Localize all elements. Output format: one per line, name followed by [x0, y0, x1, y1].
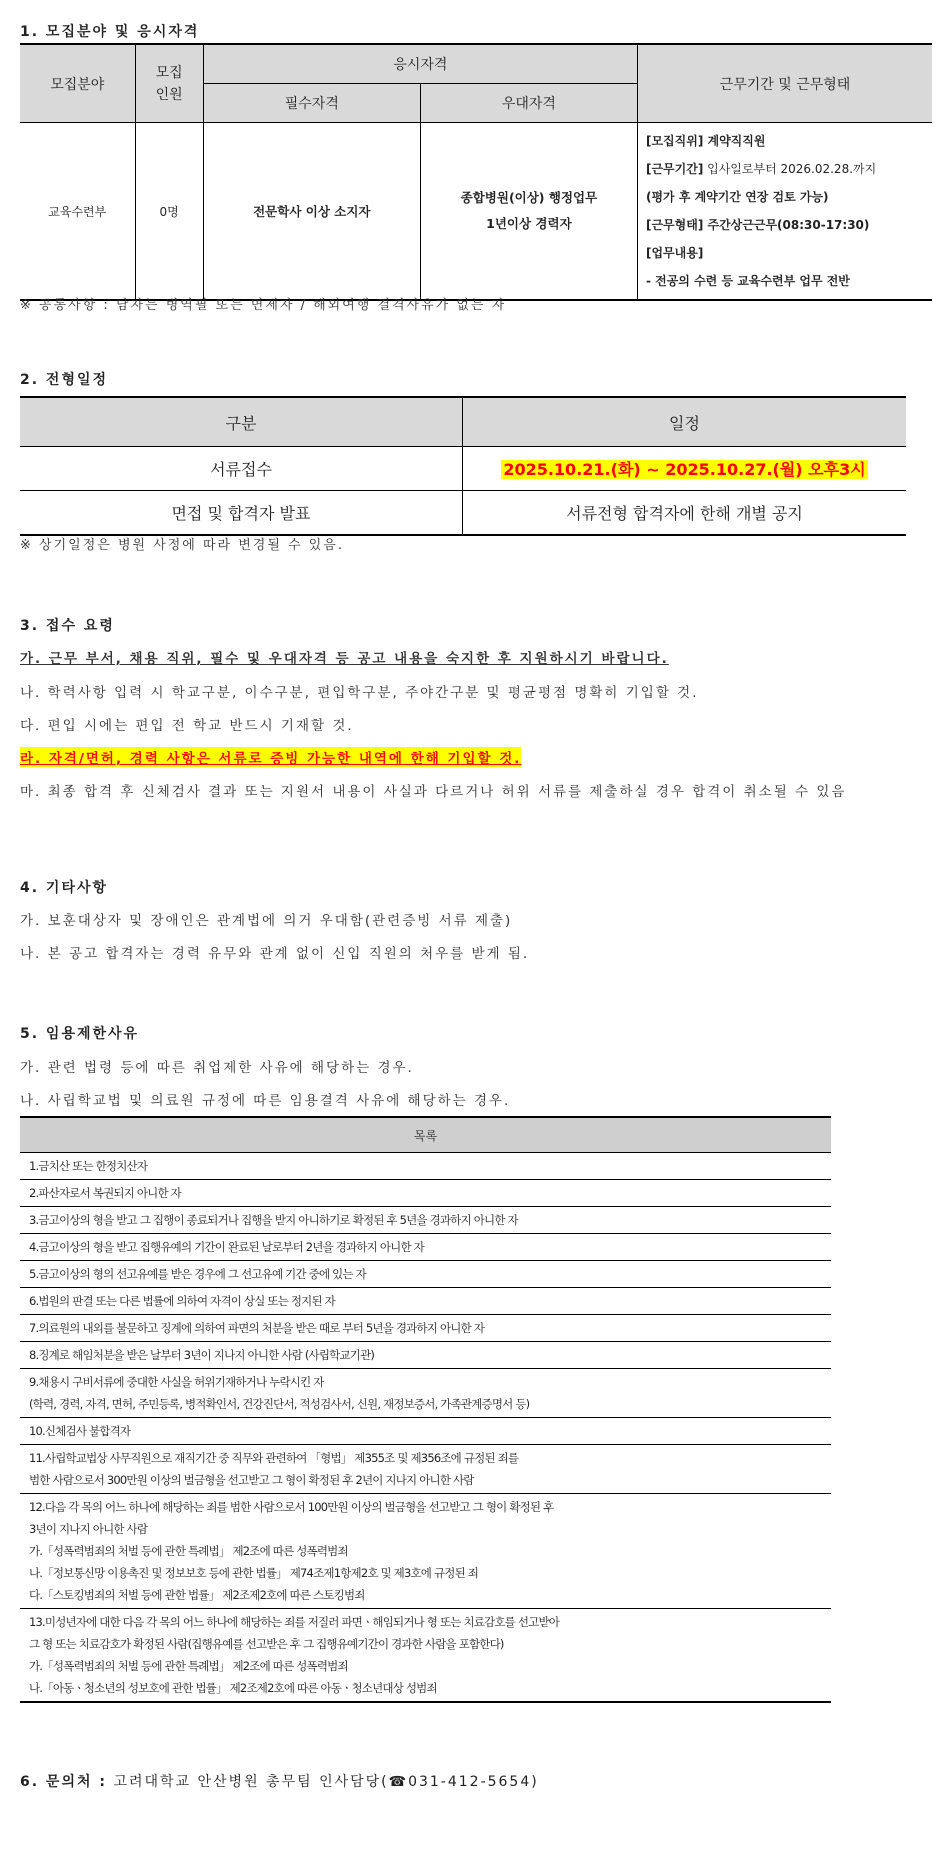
c4-label: [근무형태] [645, 218, 704, 232]
table-line: 5.금고이상의 형의 선고유예를 받은 경우에 그 선고유예 기간 중에 있는 자 [29, 1267, 366, 1281]
table-line: 4.금고이상의 형을 받고 집행유예의 기간이 완료된 날로부터 2년을 경과하지 아니한 자 [29, 1240, 424, 1254]
s4-item-2: 나. 본 공고 합격자는 경력 유무와 관계 없이 신입 직원의 처우를 받게 됨. [20, 946, 530, 962]
table-row [20, 1494, 831, 1609]
section6-heading: 6. 문의처 : [20, 1774, 107, 1790]
table-line: 3년이 지나지 아니한 사람 [29, 1522, 148, 1536]
c3: (평가 후 계약기간 연장 검토 가능) [645, 190, 829, 204]
table-line: (학력, 경력, 자격, 면허, 주민등록, 병적확인서, 건강진단서, 적성검사서, 신원, 재정보증서, 가족관계증명서 등) [29, 1397, 530, 1411]
table-line: 11.사립학교법상 사무직원으로 재직기간 중 직무와 관련하여 「형법」 제355조 및 제356조에 규정된 죄를 [29, 1451, 519, 1465]
table-row [20, 1234, 831, 1261]
table-line: 8.징계로 해임처분을 받은 날부터 3년이 지나지 아니한 사람 (사립학교기관) [29, 1348, 375, 1362]
table-line: 1.금치산 또는 한정치산자 [29, 1159, 148, 1173]
table-cell [20, 1445, 831, 1494]
table-line: 가.「성폭력범죄의 처벌 등에 관한 특례법」 제2조에 따른 성폭력범죄 [29, 1544, 348, 1558]
table-row [20, 1180, 831, 1207]
schedule-table [20, 396, 906, 536]
table-cell [20, 1369, 831, 1418]
header-qual: 응시자격 [203, 44, 637, 84]
s4-item-1: 가. 보훈대상자 및 장애인은 관계법에 의거 우대함(관련증빙 서류 제출) [20, 913, 513, 929]
header-count: 모집 인원 [135, 44, 203, 123]
table-cell [20, 1315, 831, 1342]
table-cell [20, 1234, 831, 1261]
table-line: 7.의료원의 내외를 불문하고 징계에 의하여 파면의 처분을 받은 때로 부터 5년을 경과하지 아니한 자 [29, 1321, 485, 1335]
c4-value: 주간상근근무(08:30-17:30) [703, 218, 870, 232]
table-row [20, 1261, 831, 1288]
table-row [20, 1342, 831, 1369]
table-row [20, 1445, 831, 1494]
row1-date: 2025.10.21.(화) ~ 2025.10.27.(월) 오후3시 [503, 460, 866, 479]
cell-field: 교육수련부 [20, 123, 135, 301]
cell-conditions [637, 123, 932, 301]
table-line: 6.법원의 판결 또는 다른 법률에 의하여 자격이 상실 또는 정지된 자 [29, 1294, 335, 1308]
table-line: 10.신체검사 불합격자 [29, 1424, 131, 1438]
table-cell [20, 1261, 831, 1288]
c2-value: 입사일로부터 2026.02.28.까지 [703, 162, 877, 176]
table-line: 범한 사람으로서 300만원 이상의 벌금형을 선고받고 그 형이 확정된 후 2년이 지나지 아니한 사람 [29, 1473, 474, 1487]
table-row [20, 1315, 831, 1342]
section5-heading: 5. 임용제한사유 [20, 1026, 140, 1042]
table-line: 나.「아동ㆍ청소년의 성보호에 관한 법률」 제2조제2호에 따른 아동ㆍ청소년대상 성범죄 [29, 1681, 437, 1695]
header-date: 일정 [463, 397, 907, 447]
table-line: 12.다음 각 목의 어느 하나에 해당하는 죄를 범한 사람으로서 100만원 이상의 벌금형을 선고받고 그 형이 확정된 후 [29, 1500, 554, 1514]
table-line: 2.파산자로서 복권되지 아니한 자 [29, 1186, 181, 1200]
table-cell [20, 1609, 831, 1703]
cell-preferred: 종합병원(이상) 행정업무 1년이상 경력자 [420, 123, 637, 301]
cell-required: 전문학사 이상 소지자 [203, 123, 420, 301]
s3-item-5: 마. 최종 합격 후 신체검사 결과 또는 지원서 내용이 사실과 다르거나 허위 서류를 제출하실 경우 합격이 취소될 수 있음 [20, 784, 847, 800]
table-cell [20, 1180, 831, 1207]
contact-line [20, 1771, 539, 1791]
recruit-table [20, 43, 932, 301]
table-row [20, 1609, 831, 1703]
section2-note: ※ 상기일정은 병원 사정에 따라 변경될 수 있음. [20, 538, 344, 553]
s5-item-1: 가. 관련 법령 등에 따른 취업제한 사유에 해당하는 경우. [20, 1060, 414, 1076]
section4-heading: 4. 기타사항 [20, 880, 109, 896]
table-line: 가.「성폭력범죄의 처벌 등에 관한 특례법」 제2조에 따른 성폭력범죄 [29, 1659, 348, 1673]
header-div: 구분 [20, 397, 463, 447]
s3-item-2: 나. 학력사항 입력 시 학교구분, 이수구분, 편입학구분, 주야간구분 및 평균평점 명확히 기입할 것. [20, 685, 699, 701]
table-line: 13.미성년자에 대한 다음 각 목의 어느 하나에 해당하는 죄를 저질러 파면ㆍ해임되거나 형 또는 치료감호를 선고받아 [29, 1615, 560, 1629]
table-header: 목록 [20, 1117, 831, 1153]
s3-item-4: 라. 자격/면허, 경력 사항은 서류로 증빙 가능한 내역에 한해 기입할 것. [20, 747, 521, 767]
header-required: 필수자격 [203, 84, 420, 123]
table-row [20, 1288, 831, 1315]
contact-info: 고려대학교 안산병원 총무팀 인사담당(☎031-412-5654) [113, 1774, 539, 1790]
c2-label: [근무기간] [645, 162, 704, 176]
header-field: 모집분야 [20, 44, 135, 123]
section1-note: ※ 공통사항 : 남자는 병역필 또는 면제자 / 해외여행 결격사유가 없는 자 [20, 298, 507, 313]
table-line: 그 형 또는 치료감호가 확정된 사람(집행유예를 선고받은 후 그 집행유예기간이 경과한 사람을 포함한다) [29, 1637, 504, 1651]
table-line: 3.금고이상의 형을 받고 그 집행이 종료되거나 집행을 받지 아니하기로 확정된 후 5년을 경과하지 아니한 자 [29, 1213, 518, 1227]
c5-label: [업무내용] [645, 246, 704, 260]
section1-heading: 1. 모집분야 및 응시자격 [20, 24, 200, 40]
s3-item-1: 가. 근무 부서, 채용 직위, 필수 및 우대자격 등 공고 내용을 숙지한 후 지원하시기 바랍니다. [20, 651, 669, 667]
c1-label: [모집직위] [645, 134, 704, 148]
header-period: 근무기간 및 근무형태 [637, 44, 932, 123]
row1-date-cell [463, 447, 907, 491]
header-preferred: 우대자격 [420, 84, 637, 123]
table-row [20, 1418, 831, 1445]
table-cell [20, 1418, 831, 1445]
section2-heading: 2. 전형일정 [20, 372, 109, 388]
table-cell [20, 1494, 831, 1609]
section3-heading: 3. 접수 요령 [20, 618, 115, 634]
table-line: 나.「정보통신망 이용촉진 및 정보보호 등에 관한 법률」 제74조제1항제2호 및 제3호에 규정된 죄 [29, 1566, 479, 1580]
row2-div: 면접 및 합격자 발표 [20, 491, 463, 536]
table-cell [20, 1207, 831, 1234]
s3-item-3: 다. 편입 시에는 편입 전 학교 반드시 기재할 것. [20, 718, 354, 734]
table-row [20, 1153, 831, 1180]
table-cell [20, 1342, 831, 1369]
table-cell [20, 1153, 831, 1180]
s5-item-2: 나. 사립학교법 및 의료원 규정에 따른 임용결격 사유에 해당하는 경우. [20, 1093, 511, 1109]
cell-count: 0명 [135, 123, 203, 301]
table-row [20, 1207, 831, 1234]
table-line: 9.채용시 구비서류에 중대한 사실을 허위기재하거나 누락시킨 자 [29, 1375, 324, 1389]
row1-div: 서류접수 [20, 447, 463, 491]
table-line: 다.「스토킹범죄의 처벌 등에 관한 법률」 제2조제2호에 따른 스토킹범죄 [29, 1588, 365, 1602]
c6: - 전공의 수련 등 교육수련부 업무 전반 [645, 274, 850, 288]
table-cell [20, 1288, 831, 1315]
c1-value: 계약직직원 [703, 134, 766, 148]
row2-date: 서류전형 합격자에 한해 개별 공지 [463, 491, 907, 536]
table-row [20, 1369, 831, 1418]
disqualification-table [20, 1116, 831, 1703]
